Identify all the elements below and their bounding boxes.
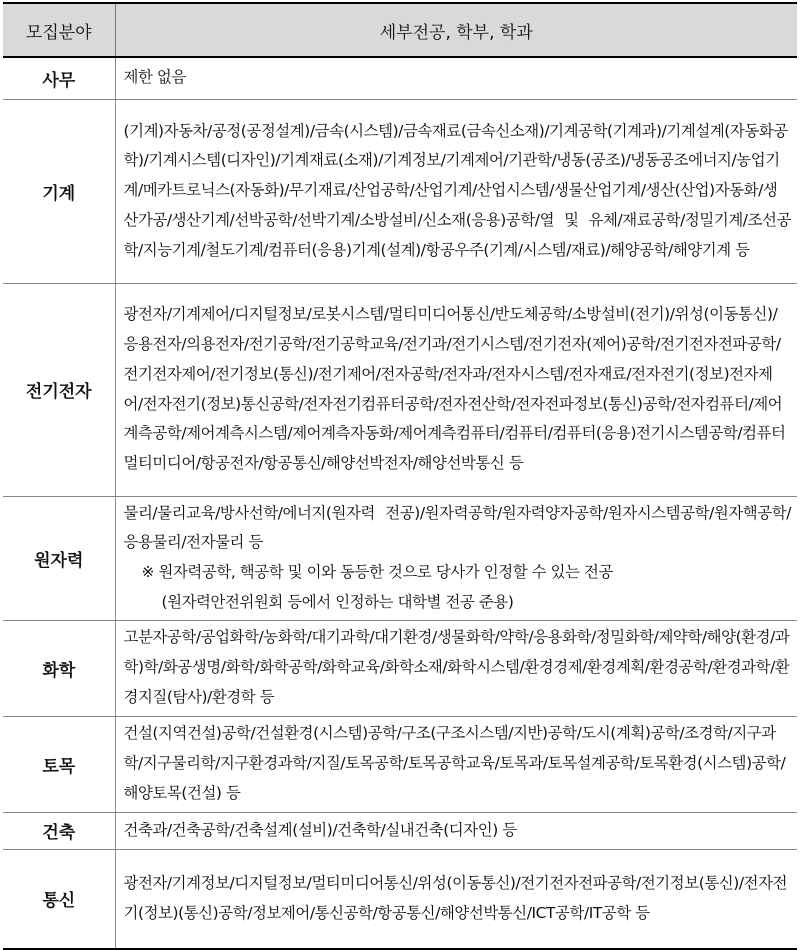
category-cell: 원자력 <box>3 496 115 620</box>
note-subtext: (원자력안전위원회 등에서 인정하는 대학별 전공 준용) <box>161 592 514 611</box>
category-cell: 사무 <box>3 57 115 99</box>
detail-cell: 광전자/기계정보/디지털정보/멀티미디어통신/위성(이동통신)/전기전자전파공학/전기정보(통신)/전자전기(정보)(통신)공학/정보제어/통신공학/항공통신/해양선박통신/ICT공학/IT공학 등 <box>115 849 797 949</box>
category-cell: 통신 <box>3 849 115 949</box>
detail-cell: 제한 없음 <box>115 57 797 99</box>
category-cell: 토목 <box>3 716 115 812</box>
table-row <box>3 283 797 496</box>
detail-cell: (기계)자동차/공정(공정설계)/금속(시스템)/금속재료(금속신소재)/기계공학(기계과)/기계설계(자동화공학)/기계시스템(디자인)/기계재료(소재)/기계정보/기계제어/기관학/냉동(공조)/냉동공조에너지/농업기계/메카트로닉스(자동화)/무기재료/산업공학/산업기계/산업시스템/생물산업기계/생산(산업)자동화/생산가공/생산기계/선박공학/선박기계/소방설비/신소재(응용)공학/열 및 유체/재료공학/정밀기계/조선공학/지능기계/철도기계/컴퓨터(응용)기계(설계)/항공우주(기계/시스템/재료)/해양공학/해양기계 등 <box>115 99 797 283</box>
header-category: 모집분야 <box>3 3 115 57</box>
detail-cell: 광전자/기계제어/디지털정보/로봇시스템/멀티미디어통신/반도체공학/소방설비(전기)/위성(이동통신)/응용전자/의용전자/전기공학/전기공학교육/전기과/전기시스템/전기전자(제어)공학/전기전자전파공학/전기전자제어/전기정보(통신)/전기제어/전자공학/전자과/전자시스템/전자재료/전자전기(정보)전자제어/전자전기(정보)통신공학/전자전기컴퓨터공학/전자전산학/전자전파정보(통신)공학/전자컴퓨터/제어계측공학/제어계측시스템/제어계측자동화/제어계측컴퓨터/컴퓨터/컴퓨터(응용)전기시스템공학/컴퓨터멀티미디어/항공전자/항공통신/해양선박전자/해양선박통신 등 <box>115 283 797 496</box>
detail-cell: 건축과/건축공학/건축설계(설비)/건축학/실내건축(디자인) 등 <box>115 812 797 849</box>
detail-cell <box>115 496 797 620</box>
table-header-row <box>3 3 797 57</box>
detail-text: 물리/물리교육/방사선학/에너지(원자력 전공)/원자력공학/원자력양자공학/원자시스템공학/원자핵공학/응용물리/전자물리 등 <box>123 503 791 552</box>
category-cell: 화학 <box>3 620 115 716</box>
table-row <box>3 99 797 283</box>
table-row <box>3 716 797 812</box>
table-row <box>3 812 797 849</box>
table-row <box>3 849 797 949</box>
note-text: ※ 원자력공학, 핵공학 및 이와 동등한 것으로 당사가 인정할 수 있는 전공 <box>141 563 613 581</box>
header-detail: 세부전공, 학부, 학과 <box>115 3 797 57</box>
table-row <box>3 620 797 716</box>
major-requirements-table <box>3 2 797 950</box>
category-cell: 건축 <box>3 812 115 849</box>
detail-cell: 고분자공학/공업화학/농화학/대기과학/대기환경/생물화학/약학/응용화학/정밀화학/제약학/해양(환경/과학)학/화공생명/화학/화학공학/화학교육/화학소재/화학시스템/환경경제/환경계획/환경공학/환경과학/환경지질(탐사)/환경학 등 <box>115 620 797 716</box>
table-row <box>3 57 797 99</box>
category-cell: 전기전자 <box>3 283 115 496</box>
detail-cell: 건설(지역건설)공학/건설환경(시스템)공학/구조(구조시스템/지반)공학/도시(계획)공학/조경학/지구과학/지구물리학/지구환경과학/지질/토목공학/토목공학교육/토목과/토목설계공학/토목환경(시스템)공학/해양토목(건설) 등 <box>115 716 797 812</box>
category-cell: 기계 <box>3 99 115 283</box>
table-row <box>3 496 797 620</box>
